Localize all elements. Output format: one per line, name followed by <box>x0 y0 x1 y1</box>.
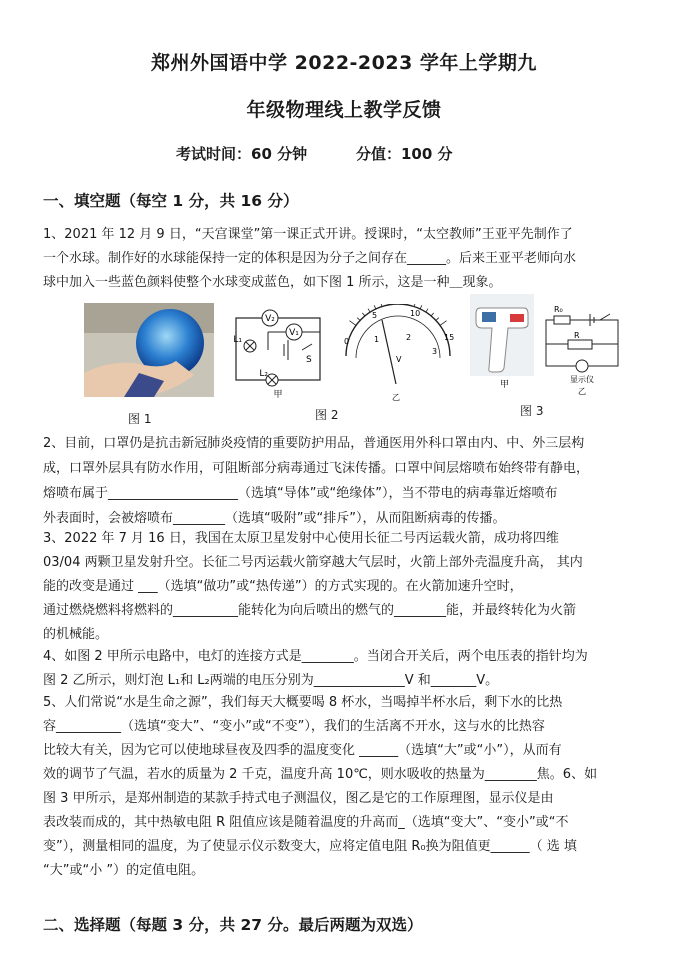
q3-line: 03/04 两颗卫星发射升空。长征二号丙运载火箭穿越大气层时，火箭上部外壳温度升高， 其内 <box>43 555 583 570</box>
meter-tick-mark <box>440 321 446 326</box>
q5-line: 效的调节了气温，若水的质量为 2 千克，温度升高 10℃，则水吸收的热量为________焦。6、如 <box>43 767 598 782</box>
section-1-heading: 一、填空题（每空 1 分，共 16 分） <box>43 192 299 210</box>
figure-3-yi-label: 乙 <box>578 387 586 396</box>
meter-tick-label: 15 <box>444 333 455 342</box>
q3-line: 3、2022 年 7 月 16 日，我国在太原卫星发射中心使用长征二号丙运载火箭，成功将四维 <box>43 531 559 546</box>
figure-2-caption: 图 2 <box>315 408 339 422</box>
voltmeter-v2-label: V₂ <box>265 314 275 324</box>
q1-line: 球中加入一些蓝色颜料使整个水球变成蓝色，如下图 1 所示，这是一种＿现象。 <box>43 275 502 290</box>
figure-3-thermometer-photo <box>470 294 534 390</box>
figure-3-jia-label: 甲 <box>500 380 510 390</box>
meter-needle <box>382 320 396 384</box>
q3-line: 能的改变是通过 ___（选填“做功”或“热传递”）的方式实现的。在火箭加速升空时， <box>43 579 523 594</box>
q5-line: 比较大有关，因为它可以使地球昼夜及四季的温度变化 ______（选填“大”或“小”），从而有 <box>43 743 562 758</box>
resistor-r0-label: R₀ <box>554 305 563 314</box>
q4-line: 4、如图 2 甲所示电路中，电灯的连接方式是________。当闭合开关后，两个电压表的指针均为 <box>43 649 588 664</box>
q6-line: 变”），测量相同的温度，为了使显示仪示数变大，应将定值电阻 R₀换为阻值更______（ 选 填 <box>43 839 577 854</box>
figure-2-yi-label: 乙 <box>392 393 400 402</box>
lamp-l1-label: L₁ <box>233 335 242 345</box>
q5-line: 容__________（选填“变大”、“变小”或“不变”），我们的生活离不开水，这与水的比热容 <box>43 719 545 734</box>
meter-tick-mark <box>357 318 360 321</box>
resistor-r-label: R <box>574 331 580 340</box>
q5-line: 5、人们常说“水是生命之源”，我们每天大概要喝 8 杯水，当喝掉半杯水后，剩下水的比热 <box>43 695 563 710</box>
figure-2-voltmeter-dial <box>336 304 460 404</box>
figure-1-caption: 图 1 <box>128 412 152 426</box>
q3-line: 的机械能。 <box>43 627 109 642</box>
voltmeter-v1-label: V₁ <box>289 328 299 338</box>
q1-line: 1、2021 年 12 月 9 日，“天宫课堂”第一课正式开讲。授课时，“太空教师”王亚平先制作了 <box>43 227 573 242</box>
q6-line: 表改装而成的，其中热敏电阻 R 阻值应该是随着温度的升高而_（选填“变大”、“变小”或“不 <box>43 815 569 830</box>
switch-s-label: S <box>306 355 312 365</box>
figure-3-caption: 图 3 <box>520 404 544 418</box>
meter-tick-mark <box>431 313 434 316</box>
meter-tick-label: 0 <box>344 337 350 346</box>
total-score: 分值：100 分 <box>356 145 453 163</box>
q2-line: 熔喷布属于____________________（选填“导体”或“绝缘体”），当不带电的病毒靠近熔喷布 <box>43 486 558 501</box>
figure-2-jia-label: 甲 <box>273 390 283 400</box>
figure-1-water-ball-photo <box>84 303 214 397</box>
meter-tick-label: 3 <box>432 347 438 356</box>
q3-line: 通过燃烧燃料将燃料的__________能转化为向后喷出的燃气的________能，并最终转化为火箭 <box>43 603 577 618</box>
figure-3-circuit-diagram <box>540 300 626 400</box>
meter-tick-label: 2 <box>406 333 412 342</box>
meter-tick-mark <box>362 313 365 316</box>
meter-tick-label: 5 <box>372 311 378 320</box>
meter-tick-label: 1 <box>374 335 380 344</box>
title-line-1: 郑州外国语中学 2022-2023 学年上学期九 <box>151 52 537 74</box>
q2-line: 成，口罩外层具有防水作用，可阻断部分病毒通过飞沫传播。口罩中间层熔喷布始终带有静电， <box>43 461 590 476</box>
exam-time: 考试时间：60 分钟 <box>176 145 308 163</box>
q2-line: 2、目前，口罩仍是抗击新冠肺炎疫情的重要防护用品，普通医用外科口罩由内、中、外三层构 <box>43 436 585 451</box>
meter-tick-mark <box>368 309 370 312</box>
section-2-heading: 二、选择题（每题 3 分，共 27 分。最后两题为双选） <box>43 916 423 934</box>
lamp-l2-label: L₂ <box>259 369 268 379</box>
meter-tick-mark <box>436 318 439 321</box>
q6-line: “大”或“小 ”）的定值电阻。 <box>43 863 205 878</box>
figure-2-circuit-diagram <box>228 300 328 400</box>
q1-line: 一个水球。制作好的水球能保持一定的体积是因为分子之间存在______。后来王亚平老师向水 <box>43 251 577 266</box>
meter-tick-mark <box>349 321 355 326</box>
title-line-2: 年级物理线上教学反馈 <box>246 99 442 121</box>
q2-line: 外表面时，会被熔喷布________（选填“吸附”或“排斥”），从而阻断病毒的传播。 <box>43 511 506 526</box>
display-meter-label: 显示仪 <box>570 375 594 384</box>
meter-unit: V <box>396 355 402 364</box>
meter-tick-label: 10 <box>410 309 421 318</box>
meter-tick-mark <box>426 309 428 312</box>
q4-line: 图 2 乙所示，则灯泡 L₁和 L₂两端的电压分别为______________V 和_______V。 <box>43 673 499 688</box>
q6-line: 图 3 甲所示，是郑州制造的某款手持式电子测温仪，图乙是它的工作原理图，显示仪是由 <box>43 791 554 806</box>
